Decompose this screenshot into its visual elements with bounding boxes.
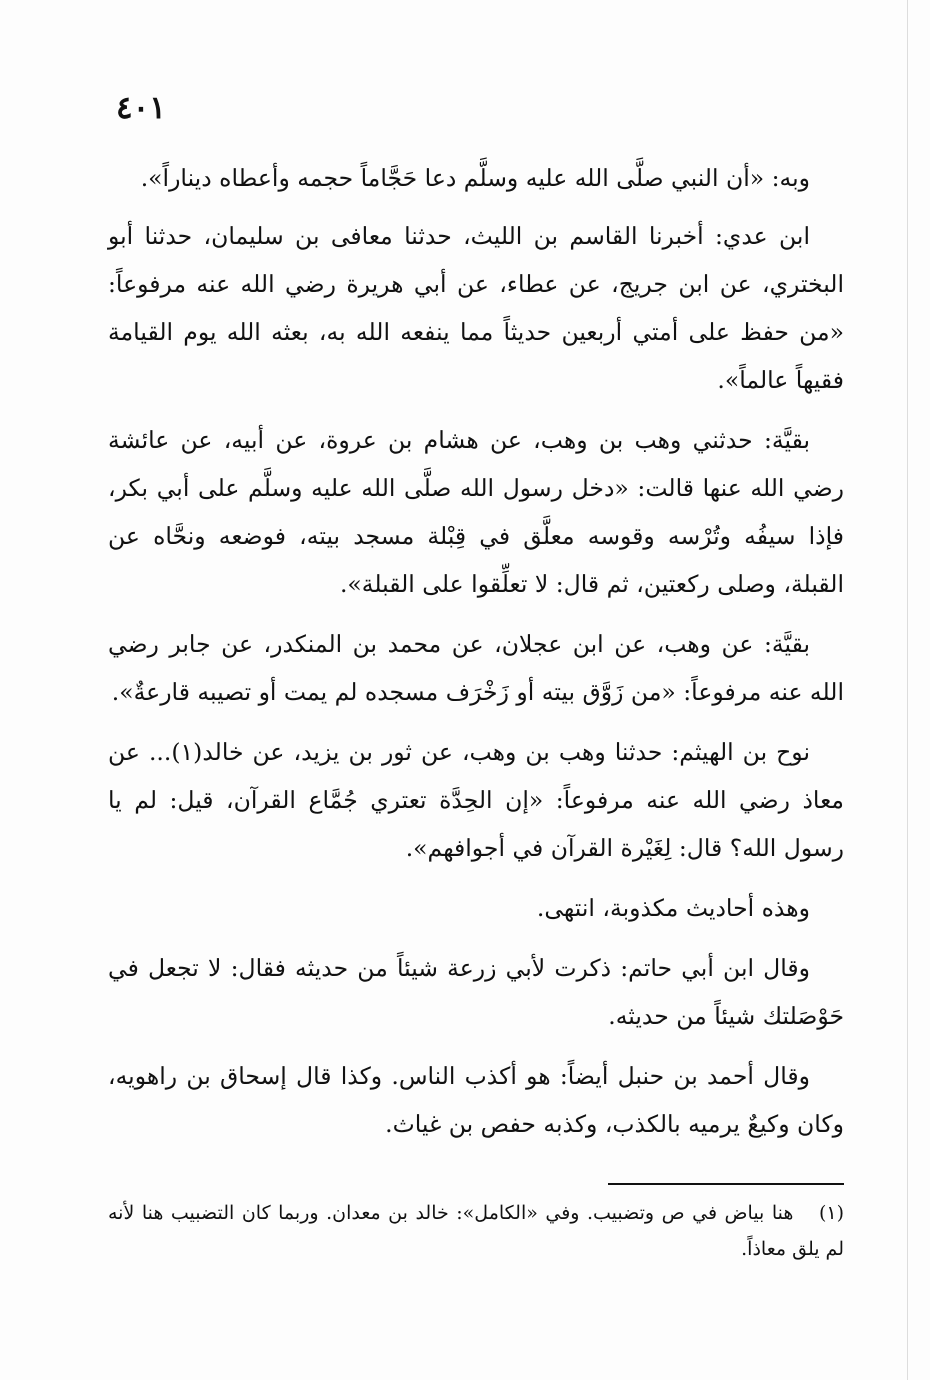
paragraph-7: وقال ابن أبي حاتم: ذكرت لأبي زرعة شيئاً من حديثه فقال: لا تجعل في حَوْصَلتك شيئاً من حديثه.: [108, 954, 844, 1030]
paragraph-8: وقال أحمد بن حنبل أيضاً: هو أكذب الناس. وكذا قال إسحاق بن راهويه، وكان وكيعٌ يرميه بالكذب، وكذبه حفص بن غياث.: [108, 1062, 844, 1138]
main-text: [108, 154, 844, 1160]
footnote-text: هنا بياض في ص وتضبيب. وفي «الكامل»: خالد بن معدان. وربما كان التضبيب هنا لأنه لم يلق معاذاً.: [108, 1202, 844, 1260]
paragraph-6: وهذه أحاديث مكذوبة، انتهى.: [536, 894, 810, 922]
page-number: ٤٠١: [116, 90, 166, 126]
paragraph-2: ابن عدي: أخبرنا القاسم بن الليث، حدثنا معافى بن سليمان، حدثنا أبو البختري، عن ابن جريج، عن عطاء، عن أبي هريرة رضي الله عنه مرفوعاً: «من حفظ على أمتي أربعين حديثاً مما ينفعه الله به، بعثه الله يوم القيامة فقيهاً عالماً».: [108, 222, 844, 394]
footnote-divider: [608, 1183, 844, 1185]
paragraph-5: نوح بن الهيثم: حدثنا وهب بن وهب، عن ثور بن يزيد، عن خالد(١)... عن معاذ رضي الله عنه مرفوعاً: «إن الحِدَّة تعتري جُمَّاع القرآن، قيل: لم يا رسول الله؟ قال: لِغَيْرة القرآن في أجوافهم».: [108, 738, 844, 862]
footnote-number: (١): [818, 1202, 844, 1224]
paragraph-1: وبه: «أن النبي صلَّى الله عليه وسلَّم دعا حَجَّاماً حجمه وأعطاه ديناراً».: [140, 164, 810, 192]
paragraph-4: بقيَّة: عن وهب، عن ابن عجلان، عن محمد بن المنكدر، عن جابر رضي الله عنه مرفوعاً: «من زَوَّق بيته أو زَخْرَف مسجده لم يمت أو تصيبه قارعةٌ».: [108, 630, 844, 706]
paragraph-3: بقيَّة: حدثني وهب بن وهب، عن هشام بن عروة، عن أبيه، عن عائشة رضي الله عنها قالت: «دخل رسول الله صلَّى الله عليه وسلَّم على أبي بكر، فإذا سيفُه وتُرْسه وقوسه معلَّق في قِبْلة مسجد بيته، فوضعه ونحَّاه عن القبلة، وصلى ركعتين، ثم قال: لا تعلِّقوا على القبلة».: [108, 426, 844, 598]
footnote: [108, 1195, 844, 1267]
page-edge-line: [907, 0, 908, 1380]
